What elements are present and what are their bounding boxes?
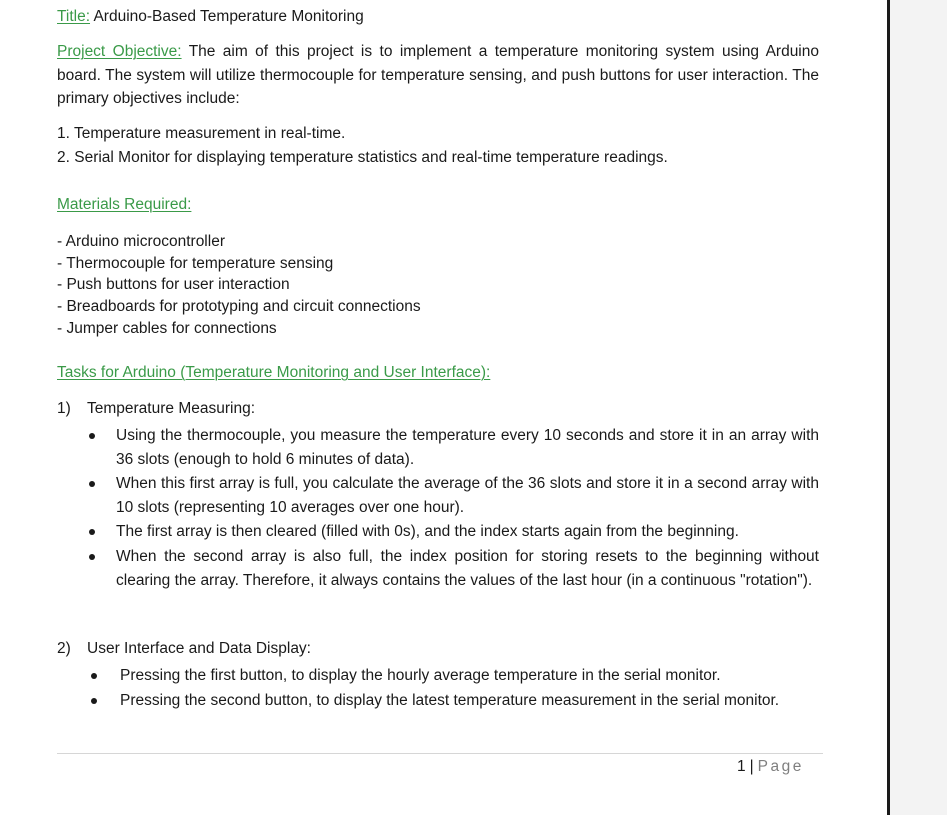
page-word: Page — [757, 758, 804, 775]
title-label: Title: — [57, 8, 91, 25]
footer-divider — [57, 753, 823, 754]
title-text: Arduino-Based Temperature Monitoring — [93, 8, 364, 25]
bullet-dot-icon — [91, 673, 97, 679]
page-number-footer — [737, 758, 804, 776]
viewer-gutter — [890, 0, 947, 815]
objective-label: Project Objective: — [57, 43, 182, 60]
task-bullet: When the second array is also full, the index position for storing resets to the beginning without clearing the array. Therefore, it always contains the values of the last hour (in a continuous "rotation"). — [116, 548, 819, 589]
material-item: - Thermocouple for temperature sensing — [57, 255, 334, 272]
bullet-dot-icon — [91, 698, 97, 704]
objective-item-1: 1. Temperature measurement in real-time. — [57, 125, 346, 142]
task-bullet: When this first array is full, you calculate the average of the 36 slots and store it in a second array with 10 slots (representing 10 averages over one hour). — [116, 475, 819, 516]
bullet-dot-icon — [89, 529, 95, 535]
task-bullet: Using the thermocouple, you measure the temperature every 10 seconds and store it in an array with 36 slots (enough to hold 6 minutes of data). — [116, 427, 819, 468]
page-number: 1 — [737, 758, 746, 775]
material-item: - Push buttons for user interaction — [57, 276, 290, 293]
title-line — [57, 8, 364, 26]
task-bullet: Pressing the second button, to display the latest temperature measurement in the serial monitor. — [120, 692, 780, 709]
task-title: Temperature Measuring: — [87, 400, 255, 417]
objective-item-2: 2. Serial Monitor for displaying temperature statistics and real-time temperature readings. — [57, 149, 668, 166]
task-title: User Interface and Data Display: — [87, 640, 311, 657]
bullet-dot-icon — [89, 433, 95, 439]
tasks-heading: Tasks for Arduino (Temperature Monitoring and User Interface): — [57, 364, 491, 381]
bullet-dot-icon — [89, 554, 95, 560]
material-item: - Arduino microcontroller — [57, 233, 225, 250]
task-bullet: The first array is then cleared (filled with 0s), and the index starts again from the beginning. — [116, 523, 739, 540]
material-item: - Jumper cables for connections — [57, 320, 277, 337]
task-number: 1) — [57, 400, 71, 417]
bullet-dot-icon — [89, 481, 95, 487]
material-item: - Breadboards for prototyping and circuit connections — [57, 298, 421, 315]
page-separator: | — [749, 758, 754, 775]
objective-text: The aim of this project is to implement a temperature monitoring system using Arduino board. The system will utilize thermocouple for temperature sensing, and push buttons for user interaction. The primary objectives include: — [57, 43, 819, 107]
objective-paragraph — [57, 40, 819, 111]
materials-heading: Materials Required: — [57, 196, 192, 213]
task-number: 2) — [57, 640, 71, 657]
task-bullet: Pressing the first button, to display the hourly average temperature in the serial monitor. — [120, 667, 721, 684]
